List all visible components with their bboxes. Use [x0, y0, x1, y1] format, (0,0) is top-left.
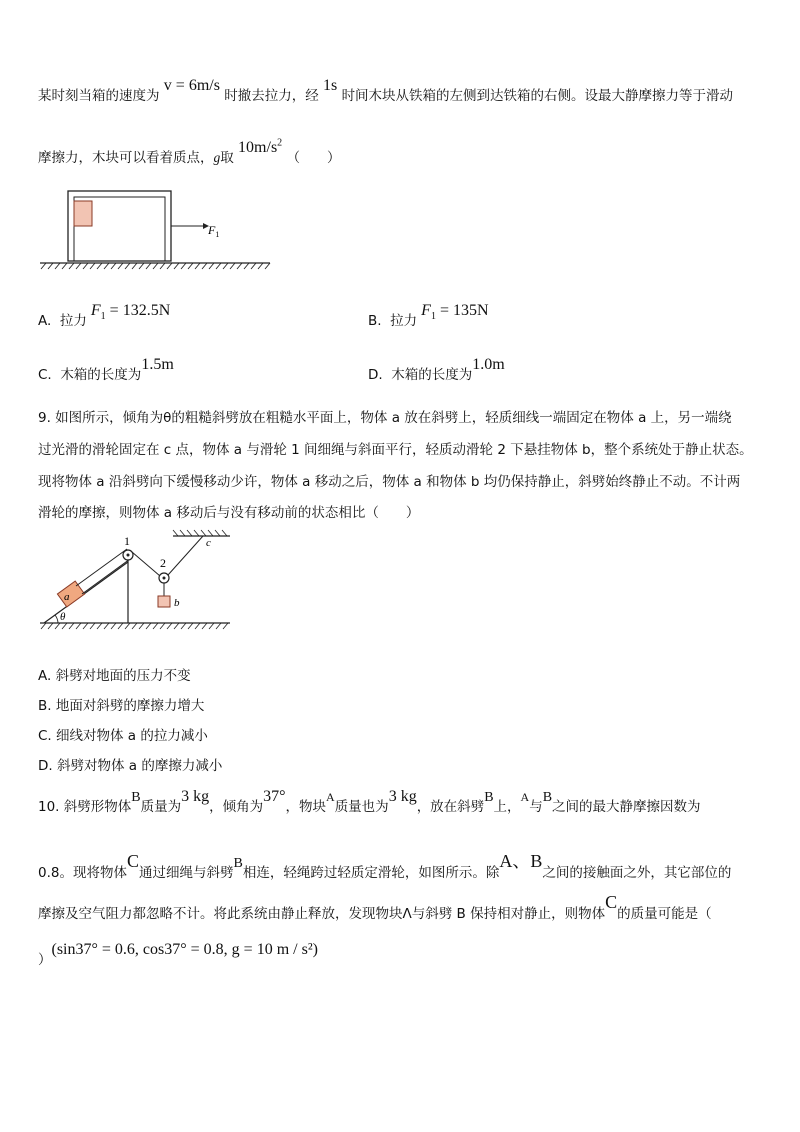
svg-text:b: b [174, 597, 180, 609]
q8-option-c[interactable]: C. 木箱的长度为1.5m [38, 356, 174, 383]
q9-line-4: 滑轮的摩擦，则物体 a 移动后与没有移动前的状态相比（ ） [38, 505, 420, 521]
q8-option-a[interactable]: A. 拉力$F_1 = 132.5N$ [38, 302, 171, 329]
q9-line-2: 过光滑的滑轮固定在 c 点，物体 a 与滑轮 1 间细绳与斜面平行，轻质动滑轮 2 下悬挂物体 b，整个系统处于静止状态。 [38, 442, 753, 458]
q10-line-1: 10. 斜劈形物体B质量为3 kg，倾角为37°，物块A质量也为3 kg，放在斜劈B上，A与B之间的最大静摩擦因数为 [38, 788, 701, 815]
q8-option-b[interactable]: B. 拉力$F_1 = 135N$ [368, 302, 489, 329]
q9-option-c[interactable]: C. 细线对物体 a 的拉力减小 [38, 728, 208, 744]
wood-block [74, 201, 92, 226]
velocity-value: v = 6m/s [163, 77, 220, 94]
q9-line-1: 9. 如图所示，倾角为θ的粗糙斜劈放在粗糙水平面上，物体 a 放在斜劈上，轻质细线一端固定在物体 a 上，另一端绕 [38, 410, 732, 426]
svg-text:1: 1 [124, 534, 130, 548]
q9-line-3: 现将物体 a 沿斜劈向下缓慢移动少许，物体 a 移动之后，物体 a 和物体 b 均仍保持静止，斜劈始终静止不动。不计两 [38, 474, 741, 490]
q9-figure [38, 528, 238, 636]
q9-option-b[interactable]: B. 地面对斜劈的摩擦力增大 [38, 698, 205, 714]
incline [44, 562, 128, 623]
q10-line-2: 0.8。现将物体C通过细绳与斜劈B相连，轻绳跨过轻质定滑轮，如图所示。除A、B之间的接触面之外，其它部位的 [38, 851, 732, 881]
gravity-value: $10m/s^2$ [238, 137, 283, 156]
q10-formula: (sin37° = 0.6, cos37° = 0.8, g = 10 m / s²) [51, 941, 318, 958]
svg-text:a: a [64, 591, 70, 603]
q10-line-4: ）(sin37° = 0.6, cos37° = 0.8, g = 10 m / s²) [38, 941, 318, 968]
q8-option-d[interactable]: D. 木箱的长度为1.0m [368, 356, 505, 383]
svg-text:2: 2 [160, 556, 166, 570]
ground-hatch [41, 263, 270, 269]
force-label: $F_1$ [208, 223, 220, 239]
block-a [57, 581, 84, 607]
q10-line-3: 摩擦及空气阻力都忽略不计。将此系统由静止释放，发现物块Λ与斜劈 B 保持相对静止，则物体C的质量可能是（ [38, 892, 712, 922]
q8-figure [38, 186, 278, 272]
q8-line-1: 某时刻当箱的速度为 v = 6m/s 时撤去拉力，经 1s 时间木块从铁箱的左侧到达铁箱的右侧。设最大静摩擦力等于滑动 [38, 77, 734, 104]
q8-line-2: 摩擦力，木块可以看着质点，g取 $10m/s^2$ （ ） [38, 137, 341, 166]
block-b [158, 596, 170, 607]
svg-text:θ: θ [60, 611, 66, 623]
q9-option-d[interactable]: D. 斜劈对物体 a 的摩擦力减小 [38, 758, 223, 774]
svg-text:c: c [206, 537, 211, 549]
time-value: 1s [323, 77, 338, 94]
q9-option-a[interactable]: A. 斜劈对地面的压力不变 [38, 668, 191, 684]
